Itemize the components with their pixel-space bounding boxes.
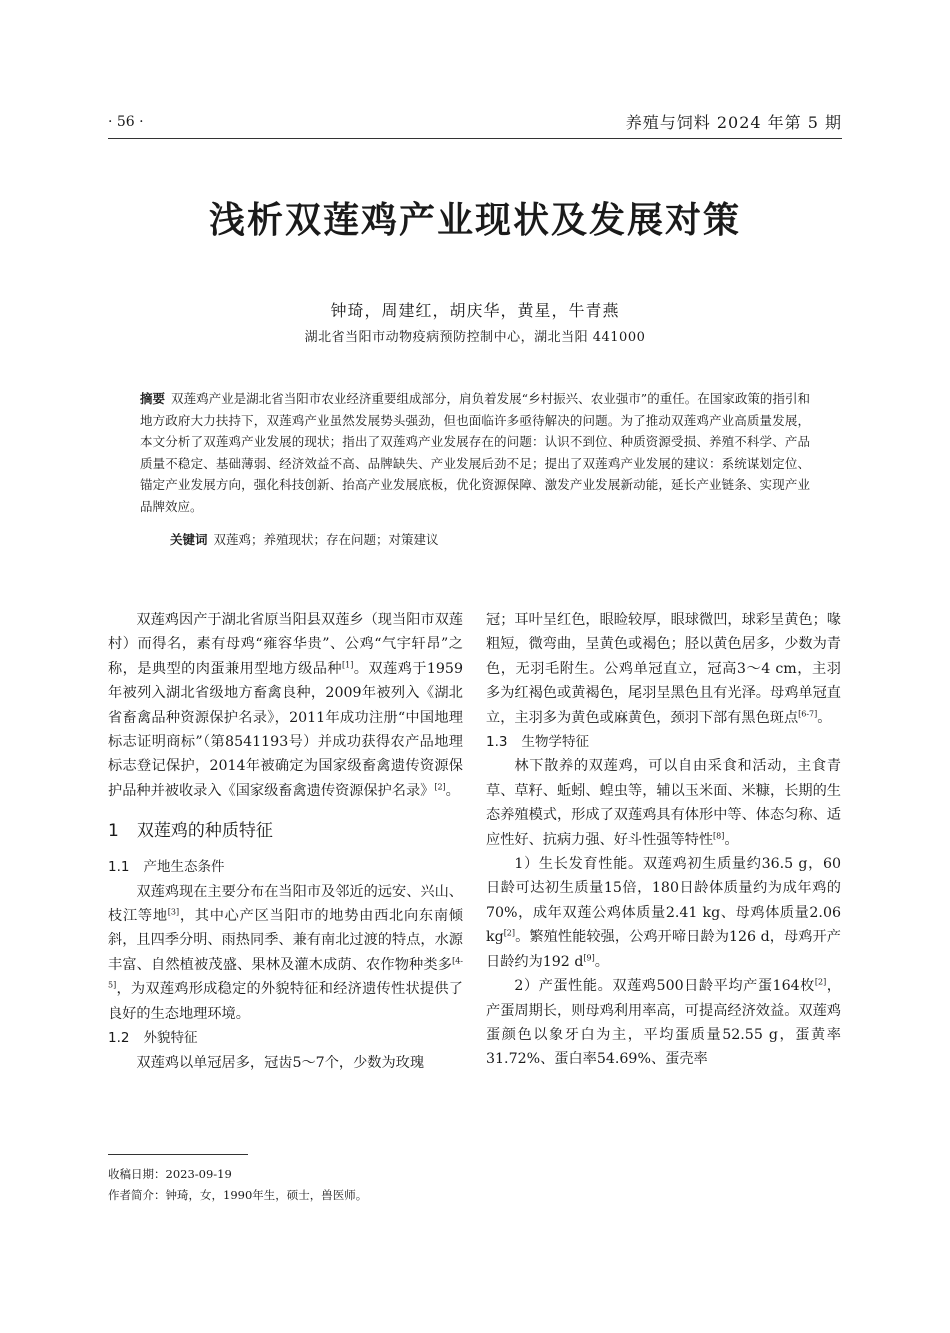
affiliation: 湖北省当阳市动物疫病预防控制中心，湖北当阳 441000 [304, 330, 646, 345]
subsection-heading: 1.2 外貌特征 [108, 1030, 198, 1047]
paper-title: 浅析双莲鸡产业现状及发展对策 [208, 200, 741, 241]
subsection-heading: 1.3 生物学特征 [486, 734, 589, 751]
keywords [170, 530, 439, 548]
body-paragraph: 双莲鸡以单冠居多，冠齿5～7个，少数为玫瑰 [136, 1054, 425, 1071]
body-paragraph: 冠；耳叶呈红色，眼睑较厚，眼球微凹，球彩呈黄色；喙粗短，微弯曲，呈黄色或褐色；胫以黄色居多，少数为青色，无羽毛附生。公鸡单冠直立，冠高3～4 cm，主羽多为红褐色或黄褐色，尾羽呈黑色且有光泽。母鸡单冠直立，主羽多为黄色或麻黄色，颈羽下部有黑色斑点[6-7]。 [486, 612, 841, 726]
citation: [1] [341, 660, 354, 670]
footnote-author-bio: 作者简介：钟琦，女，1990年生，硕士，兽医师。 [108, 1188, 368, 1202]
intro-paragraph: 双莲鸡因产于湖北省原当阳县双莲乡（现当阳市双莲村）而得名，素有母鸡“雍容华贵”、公鸡“气宇轩昂”之称，是典型的肉蛋兼用型地方级品种[1]。双莲鸡于1959年被列入湖北省级地方畜禽良种，2009年被列入《湖北省畜禽品种资源保护名录》，2011年成功注册“中国地理标志证明商标”（第8541193号）并成功获得农产品地理标志登记保护，2014年被确定为国家级畜禽遗传资源保护品种并被收录入《国家级畜禽遗传资源保护名录》[2]。 [108, 612, 463, 799]
journal-name: 养殖与饲料 2024 年第 5 期 [625, 113, 842, 132]
citation: [2] [503, 928, 516, 938]
body-paragraph: 1）生长发育性能。双莲鸡初生质量约36.5 g，60日龄可达初生质量15倍，180日龄体质量约为成年鸡的70%，成年双莲公鸡体质量2.41 kg、母鸡体质量2.06 kg[2]。繁殖性能较强，公鸡开啼日龄为126 d，母鸡开产日龄约为192 d[9]。 [486, 856, 841, 970]
citation: [9] [583, 952, 595, 962]
footnote-rule [108, 1154, 248, 1155]
body-paragraph: 双莲鸡现在主要分布在当阳市及邻近的远安、兴山、枝江等地[3]，其中心产区当阳市的地势由西北向东南倾斜，且四季分明、雨热同季、兼有南北过渡的特点，水源丰富、自然植被茂盛、果林及灌木成荫、农作物种类多[4-5]，为双莲鸡形成稳定的外貌特征和经济遗传性状提供了良好的生态地理环境。 [108, 883, 463, 1022]
keywords-text: 双莲鸡；养殖现状；存在问题；对策建议 [213, 532, 439, 547]
page-number: · 56 · [108, 114, 144, 130]
citation: [8] [713, 830, 725, 840]
running-header [108, 108, 842, 139]
left-column [108, 608, 463, 1075]
citation: [4-5] [108, 956, 463, 990]
keywords-label: 关键词 [170, 532, 208, 547]
right-column [486, 608, 841, 1072]
body-paragraph: 林下散养的双莲鸡，可以自由采食和活动，主食青草、草籽、蚯蚓、蝗虫等，辅以玉米面、米糠，长期的生态养殖模式，形成了双莲鸡具有体形中等、体态匀称、适应性好、抗病力强、好斗性强等特性[8]。 [486, 758, 841, 848]
subsection-heading: 1.1 产地生态条件 [108, 859, 225, 876]
abstract-label: 摘要 [140, 391, 166, 406]
citation: [2] [434, 782, 446, 792]
abstract [140, 388, 810, 517]
author-list: 钟琦，周建红，胡庆华，黄星，牛青燕 [330, 301, 620, 320]
citation: [6-7] [798, 708, 818, 718]
citation: [2] [814, 977, 827, 987]
body-paragraph: 2）产蛋性能。双莲鸡500日龄平均产蛋164枚[2]，产蛋周期长，则母鸡利用率高，可提高经济效益。双莲鸡蛋颜色以象牙白为主，平均蛋质量52.55 g，蛋黄率31.72%、蛋白率54.69%、蛋壳率 [486, 977, 841, 1068]
abstract-text: 双莲鸡产业是湖北省当阳市农业经济重要组成部分，肩负着发展“乡村振兴、农业强市”的重任。在国家政策的指引和地方政府大力扶持下，双莲鸡产业虽然发展势头强劲，但也面临许多亟待解决的问题。为了推动双莲鸡产业高质量发展，本文分析了双莲鸡产业发展的现状；指出了双莲鸡产业发展存在的问题：认识不到位、种质资源受损、养殖不科学、产品质量不稳定、基础薄弱、经济效益不高、品牌缺失、产业发展后劲不足；提出了双莲鸡产业发展的建议：系统谋划定位、锚定产业发展方向，强化科技创新、抬高产业发展底板，优化资源保障、激发产业发展新动能，延长产业链条、实现产业品牌效应。 [140, 391, 810, 514]
section-heading: 1 双莲鸡的种质特征 [108, 821, 273, 842]
footnote-received: 收稿日期：2023-09-19 [108, 1167, 232, 1181]
citation: [3] [167, 907, 180, 917]
